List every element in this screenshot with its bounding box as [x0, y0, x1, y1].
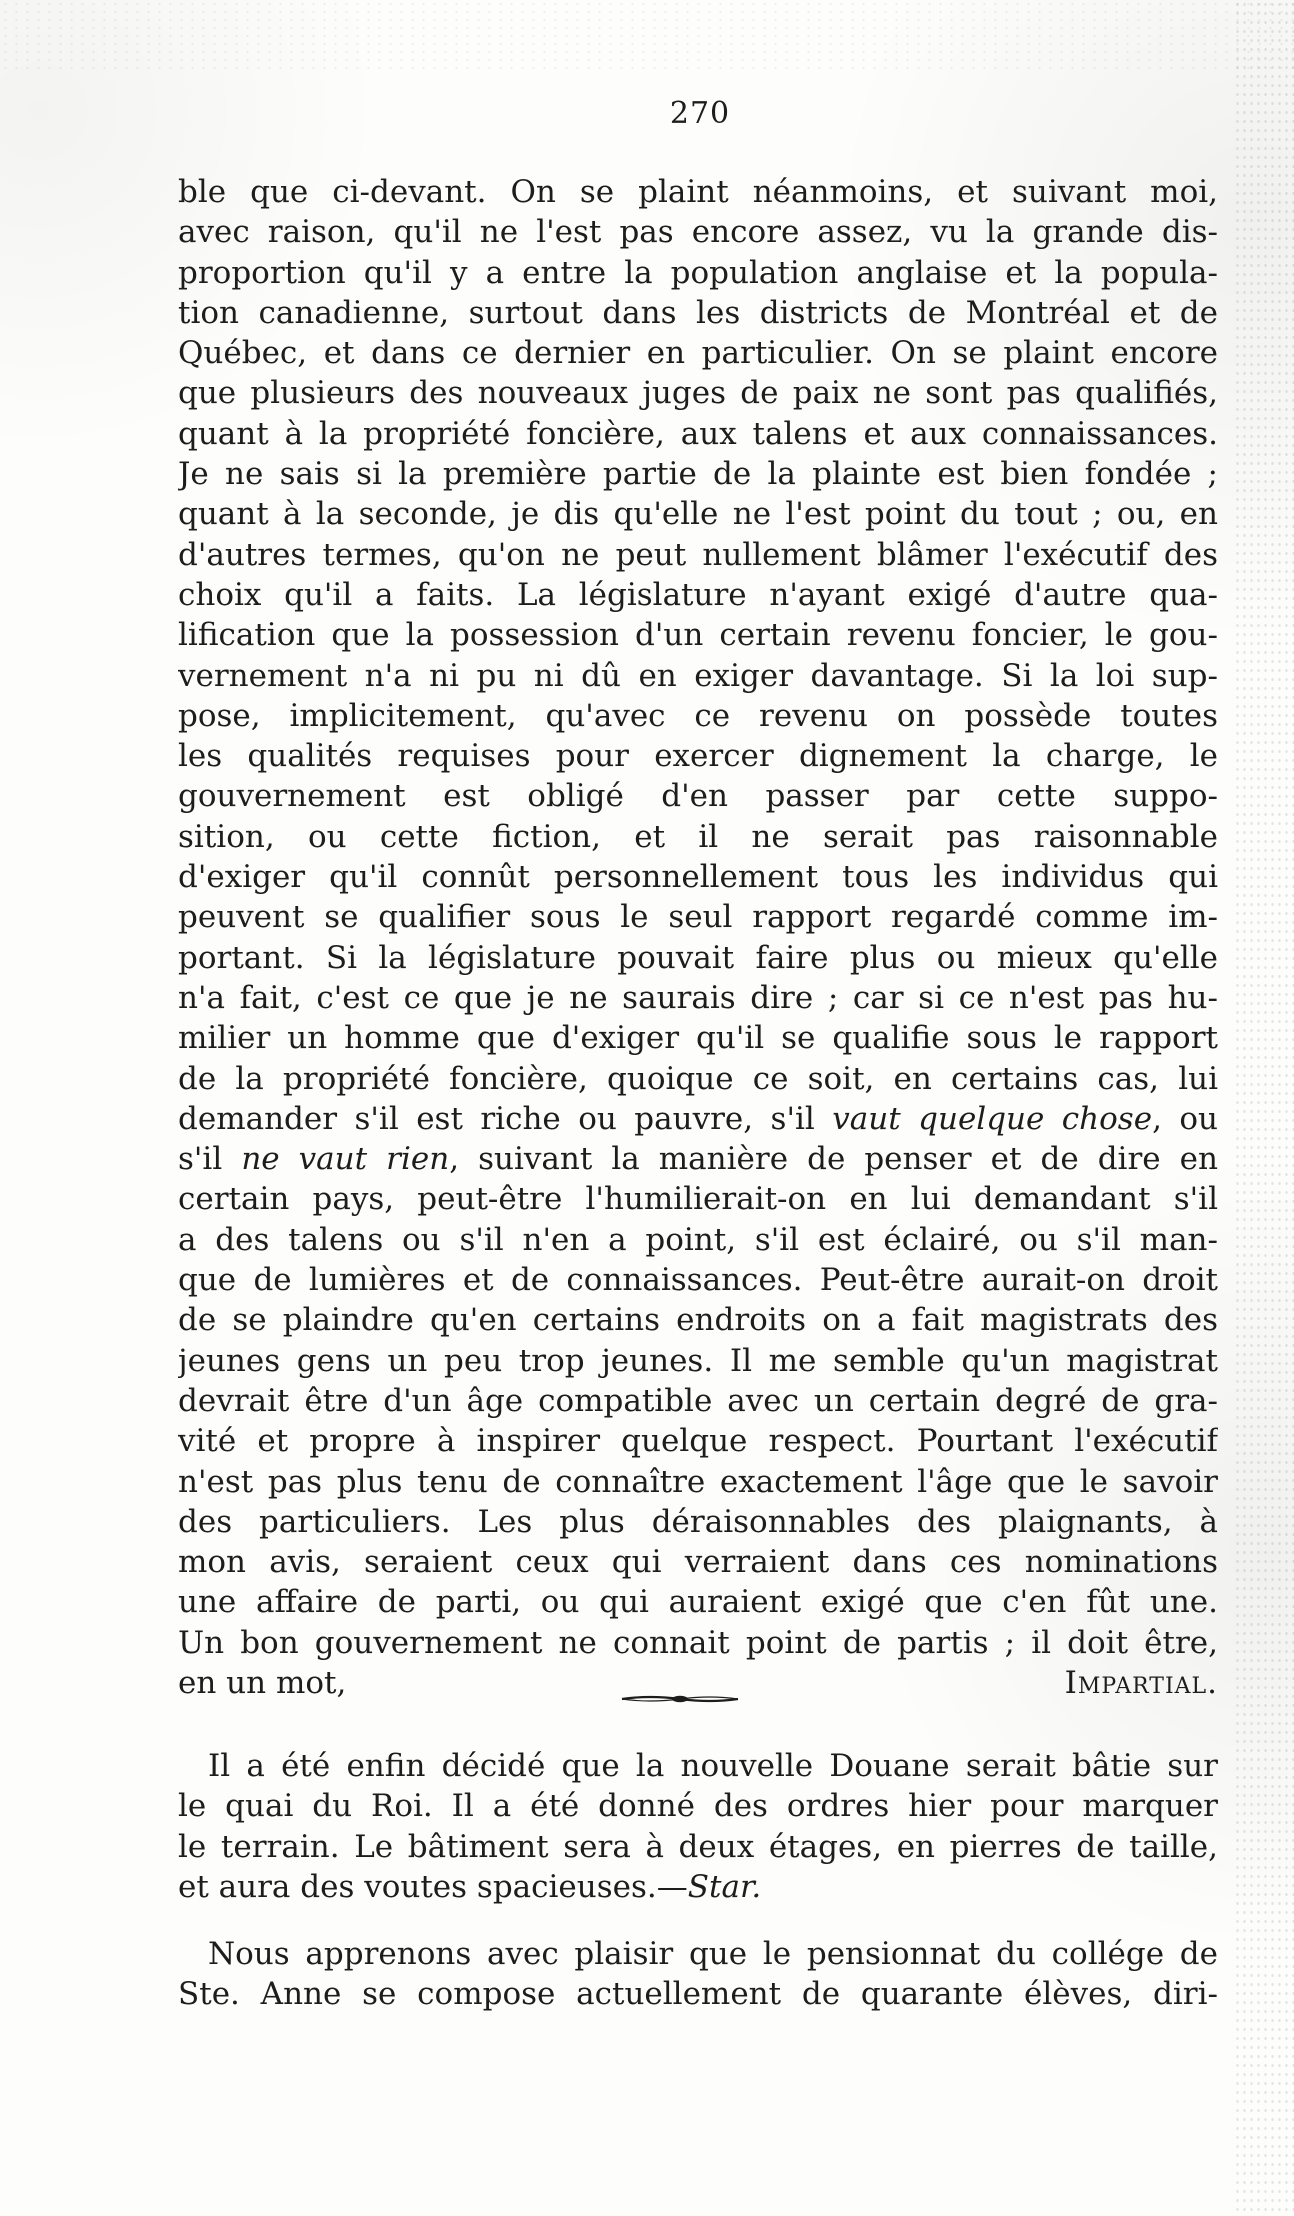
text-line: Il a été enfin décidé que la nouvelle Douane serait bâtie sur	[208, 1748, 1218, 1784]
text-line: gouvernement est obligé d'en passer par cette suppo-	[178, 778, 1218, 815]
text-line: de se plaindre qu'en certains endroits on a fait magistrats des	[178, 1302, 1218, 1339]
text-line: sition, ou cette fiction, et il ne serait pas raisonnable	[178, 818, 1218, 855]
text-line: les qualités requises pour exercer dignement la charge, le	[178, 738, 1218, 775]
text-line: et aura des voutes spacieuses.—Star.	[178, 1868, 762, 1905]
text-line: que plusieurs des nouveaux juges de paix ne sont pas qualifiés,	[178, 375, 1218, 412]
text-line: quant à la seconde, je dis qu'elle ne l'est point du tout ; ou, en	[178, 496, 1218, 533]
text-line: Nous apprenons avec plaisir que le pensionnat du collége de	[208, 1936, 1218, 1972]
text-line: quant à la propriété foncière, aux talens et aux connaissances.	[178, 415, 1218, 452]
notice-college	[178, 1934, 1218, 2015]
text-line: portant. Si la législature pouvait faire plus ou mieux qu'elle	[178, 939, 1218, 976]
text-line: choix qu'il a faits. La législature n'ayant exigé d'autre qua-	[178, 576, 1218, 613]
page-speckle-top	[0, 0, 1294, 70]
text-line: n'est pas plus tenu de connaître exactement l'âge que le savoir	[178, 1463, 1218, 1500]
text-line: d'autres termes, qu'on ne peut nullement blâmer l'exécutif des	[178, 536, 1218, 573]
text-line: de la propriété foncière, quoique ce soit, en certains cas, lui	[178, 1060, 1218, 1097]
source-credit: Star.	[687, 1868, 762, 1905]
text-line: le quai du Roi. Il a été donné des ordres hier pour marquer	[178, 1788, 1218, 1825]
text-line: Ste. Anne se compose actuellement de quarante élèves, diri-	[178, 1976, 1218, 2013]
text-line: devrait être d'un âge compatible avec un certain degré de gra-	[178, 1382, 1218, 1419]
text-line: s'il ne vaut rien, suivant la manière de penser et de dire en	[178, 1141, 1218, 1178]
text-line: d'exiger qu'il connût personnellement tous les individus qui	[178, 859, 1218, 896]
author-signature: Impartial.	[1064, 1664, 1218, 1701]
text-line: que de lumières et de connaissances. Peut-être aurait-on droit	[178, 1262, 1218, 1299]
text-line: tion canadienne, surtout dans les districts de Montréal et de	[178, 294, 1218, 331]
text-line: vité et propre à inspirer quelque respect. Pourtant l'exécutif	[178, 1423, 1218, 1460]
text-line: une affaire de parti, ou qui auraient exigé que c'en fût une.	[178, 1584, 1218, 1621]
text-line: lification que la possession d'un certain revenu foncier, le gou-	[178, 617, 1218, 654]
text-line: n'a fait, c'est ce que je ne saurais dire ; car si ce n'est pas hu-	[178, 979, 1218, 1016]
text-line: proportion qu'il y a entre la population anglaise et la popula-	[178, 254, 1218, 291]
text-line: peuvent se qualifier sous le seul rapport regardé comme im-	[178, 899, 1218, 936]
text-line: Un bon gouvernement ne connait point de partis ; il doit être,	[178, 1624, 1218, 1661]
section-divider-ornament	[620, 1692, 740, 1706]
closing-words: en un mot,	[178, 1664, 347, 1701]
notice-douane	[178, 1746, 1218, 1907]
text-line: des particuliers. Les plus déraisonnables des plaignants, à	[178, 1503, 1218, 1540]
article-body	[178, 172, 1218, 1703]
page-number: 270	[669, 96, 731, 131]
text-line: avec raison, qu'il ne l'est pas encore assez, vu la grande dis-	[178, 214, 1218, 251]
text-line: le terrain. Le bâtiment sera à deux étages, en pierres de taille,	[178, 1828, 1218, 1865]
text-line: vernement n'a ni pu ni dû en exiger davantage. Si la loi sup-	[178, 657, 1218, 694]
text-line: a des talens ou s'il n'en a point, s'il est éclairé, ou s'il man-	[178, 1221, 1218, 1258]
text-line: Québec, et dans ce dernier en particulier. On se plaint encore	[178, 335, 1218, 372]
text-line: certain pays, peut-être l'humilierait-on en lui demandant s'il	[178, 1181, 1218, 1218]
text-line: milier un homme que d'exiger qu'il se qualifie sous le rapport	[178, 1020, 1218, 1057]
text-line: demander s'il est riche ou pauvre, s'il vaut quelque chose, ou	[178, 1100, 1218, 1137]
text-line: jeunes gens un peu trop jeunes. Il me semble qu'un magistrat	[178, 1342, 1218, 1379]
text-line: Je ne sais si la première partie de la plainte est bien fondée ;	[178, 456, 1218, 493]
text-line: pose, implicitement, qu'avec ce revenu on possède toutes	[178, 697, 1218, 734]
text-line: ble que ci-devant. On se plaint néanmoins, et suivant moi,	[178, 174, 1218, 210]
page-speckle-right	[1234, 0, 1294, 2216]
text-line: mon avis, seraient ceux qui verraient dans ces nominations	[178, 1544, 1218, 1581]
